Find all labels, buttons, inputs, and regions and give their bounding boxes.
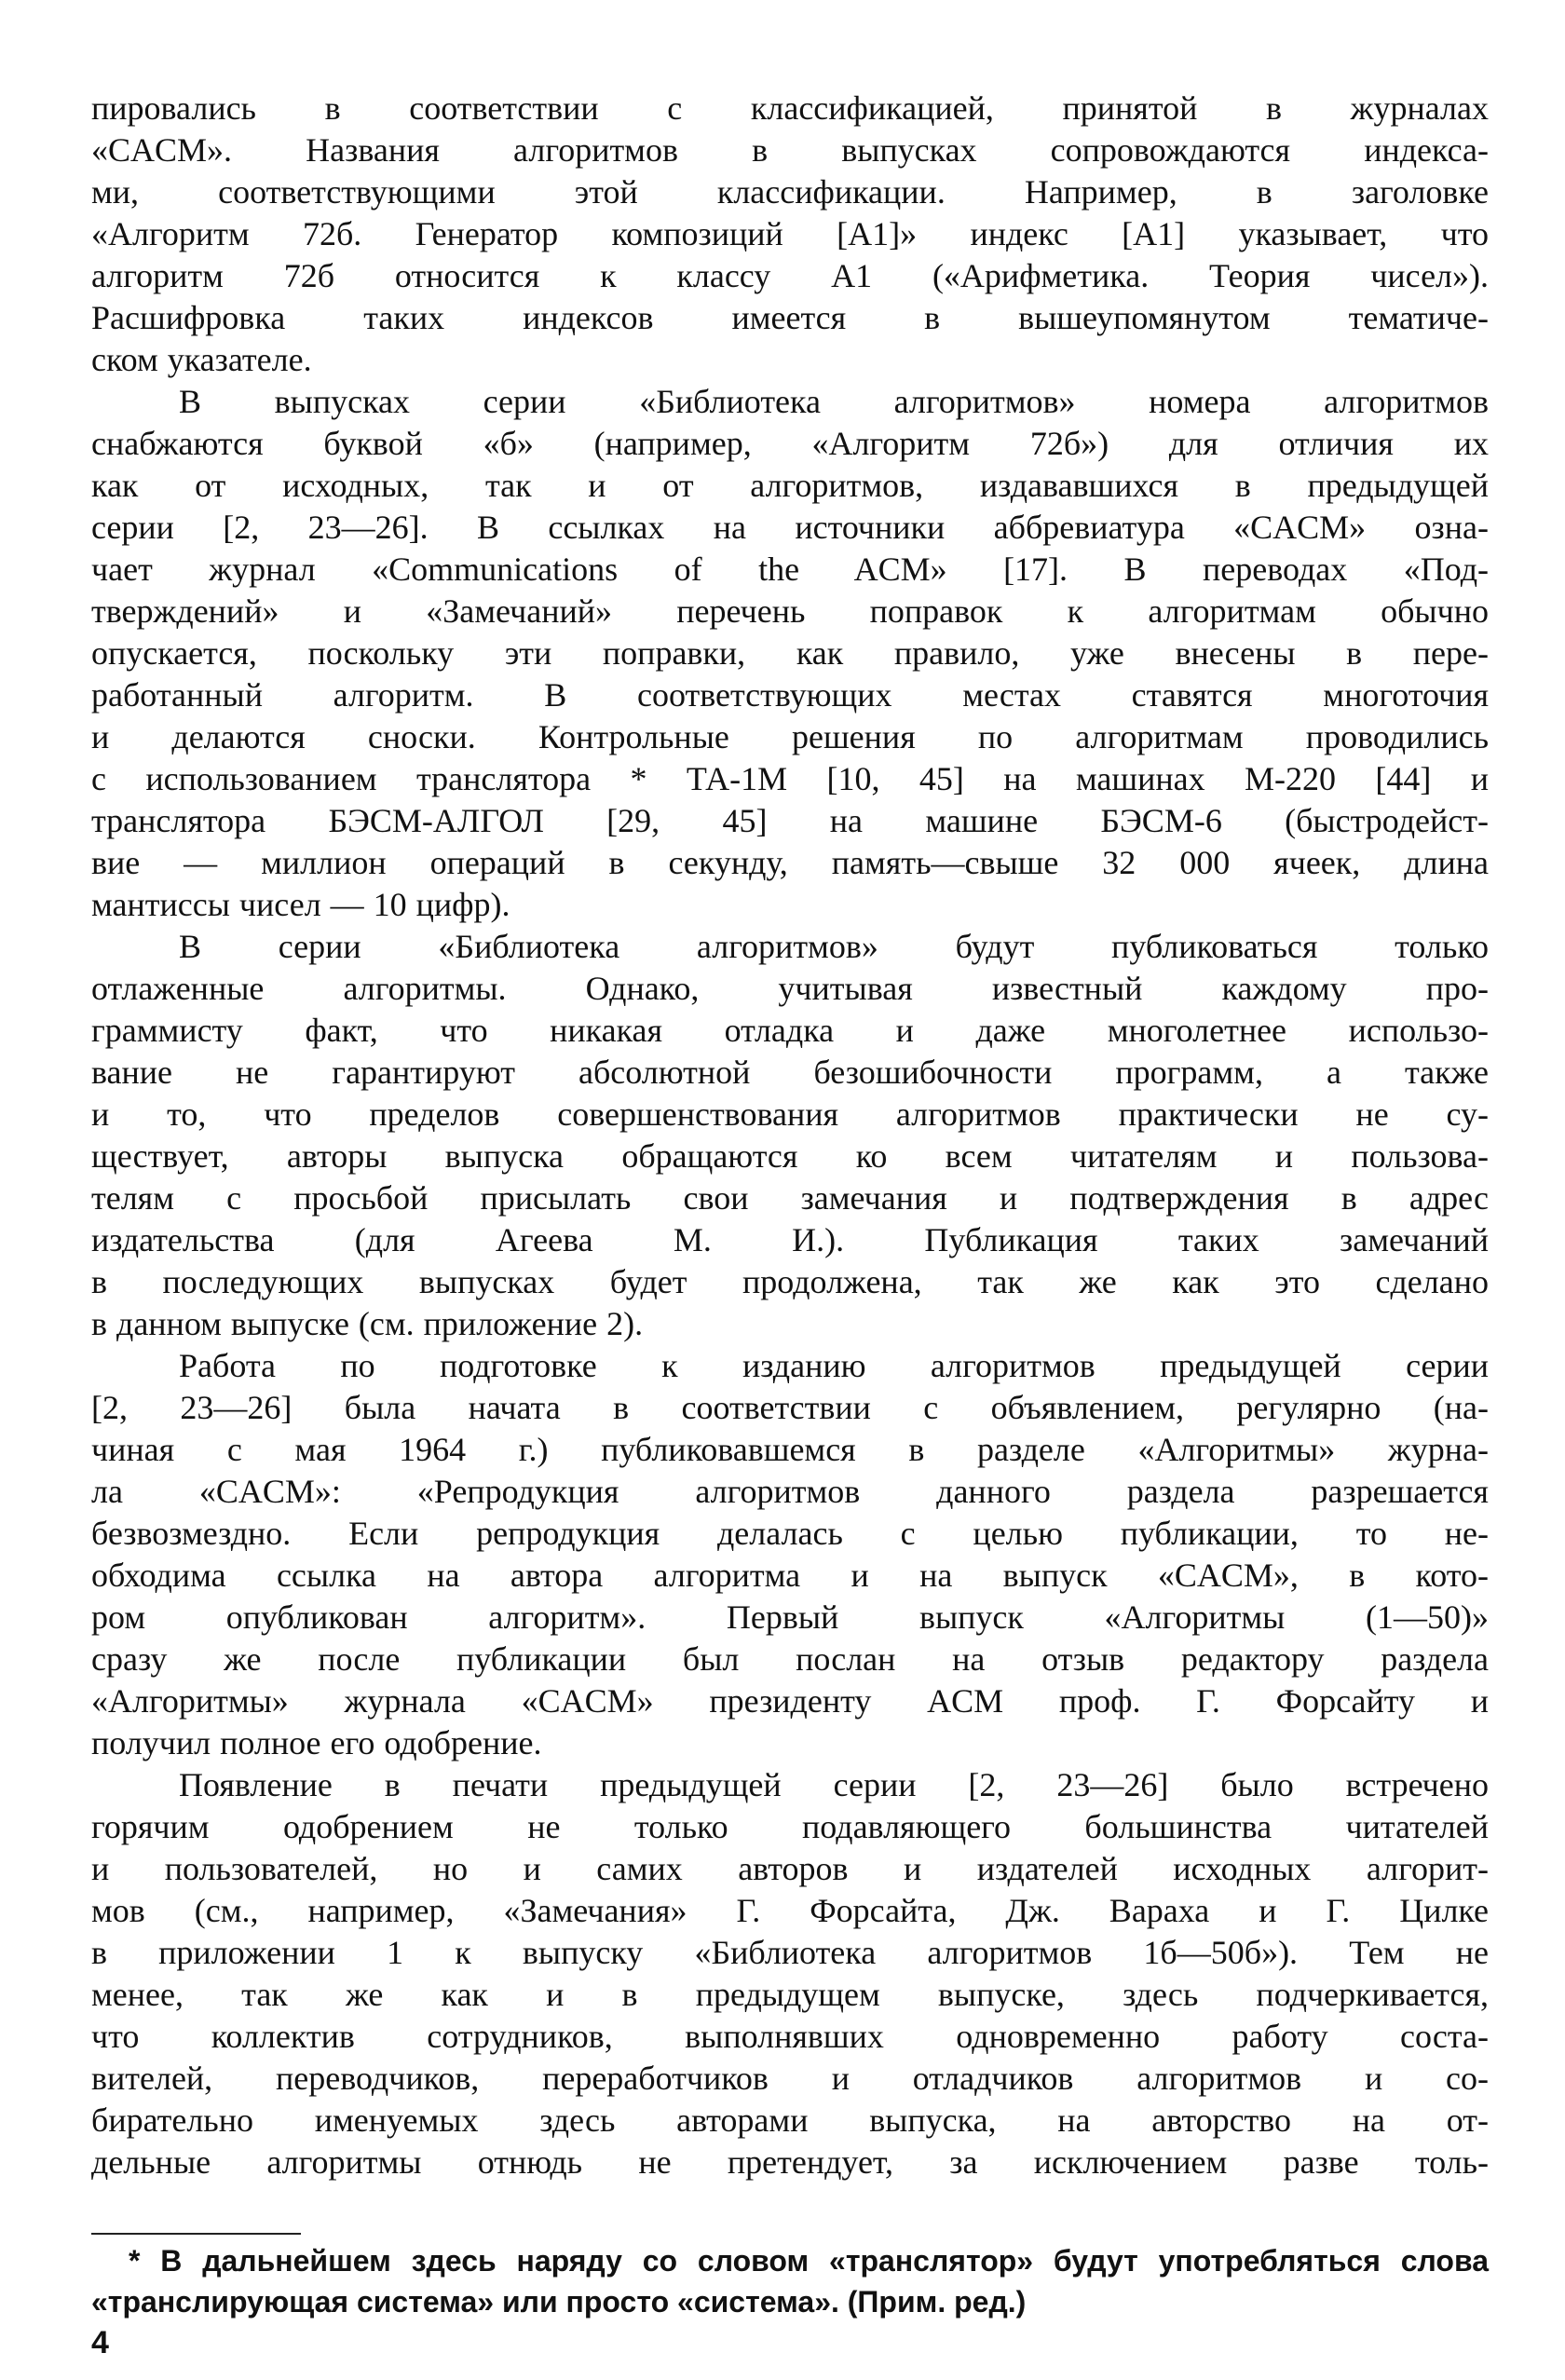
text-line: В выпусках серии «Библиотека алгоритмов» номера алгоритмов <box>179 383 1489 420</box>
text-line: бирательно именуемых здесь авторами выпуска, на авторство на от- <box>91 2101 1489 2139</box>
text-line: телям с просьбой присылать свои замечания и подтверждения в адрес <box>91 1179 1489 1217</box>
paragraph-classification <box>91 88 1489 381</box>
text-line: Появление в печати предыдущей серии [2, 23—26] было встречено <box>179 1766 1489 1803</box>
text-line: получил полное его одобрение. <box>91 1724 542 1761</box>
text-line: алгоритм 72б относится к классу A1 («Арифметика. Теория чисел»). <box>91 257 1489 294</box>
text-line: вие — миллион операций в секунду, память—свыше 32 000 ячеек, длина <box>91 844 1489 881</box>
paragraph-debugged-algorithms <box>91 926 1489 1345</box>
text-line: вание не гарантируют абсолютной безошибочности программ, а также <box>91 1054 1489 1091</box>
text-line: и пользователей, но и самих авторов и издателей исходных алгорит- <box>91 1850 1489 1887</box>
text-line: с использованием транслятора * ТА-1М [10, 45] на машинах М-220 [44] и <box>91 760 1489 797</box>
text-line: в приложении 1 к выпуску «Библиотека алгоритмов 1б—50б»). Тем не <box>91 1934 1489 1971</box>
footnote-text: * В дальнейшем здесь наряду со словом «транслятор» будут употребляться слова <box>129 2244 1489 2278</box>
text-line: [2, 23—26] была начата в соответствии с объявлением, регулярно (на- <box>91 1389 1489 1426</box>
text-line: менее, так же как и в предыдущем выпуске, здесь подчеркивается, <box>91 1976 1489 2013</box>
text-line: Расшифровка таких индексов имеется в вышеупомянутом тематиче- <box>91 299 1489 336</box>
text-line: чает журнал «Communications of the ACM» [17]. В переводах «Под- <box>91 551 1489 588</box>
text-line: горячим одобрением не только подавляющего большинства читателей <box>91 1808 1489 1845</box>
text-line: отлаженные алгоритмы. Однако, учитывая известный каждому про- <box>91 970 1489 1007</box>
text-line: тверждений» и «Замечаний» перечень поправок к алгоритмам обычно <box>91 592 1489 630</box>
text-line: работанный алгоритм. В соответствующих местах ставятся многоточия <box>91 676 1489 714</box>
text-line: граммисту факт, что никакая отладка и даже многолетнее использо- <box>91 1012 1489 1049</box>
text-line: ром опубликован алгоритм». Первый выпуск «Алгоритмы (1—50)» <box>91 1598 1489 1636</box>
paragraph-library-series <box>91 381 1489 926</box>
text-line: «Алгоритмы» журнала «CACM» президенту ACM проф. Г. Форсайту и <box>91 1682 1489 1720</box>
text-line: издательства (для Агеева М. И.). Публикация таких замечаний <box>91 1221 1489 1258</box>
text-line: транслятора БЭСМ-АЛГОЛ [29, 45] на машине БЭСМ-6 (быстродейст- <box>91 802 1489 839</box>
footnote-line <box>91 2240 1489 2281</box>
text-line: чиная с мая 1964 г.) публиковавшемся в разделе «Алгоритмы» журна- <box>91 1431 1489 1468</box>
text-line: и делаются сноски. Контрольные решения по алгоритмам проводились <box>91 718 1489 755</box>
text-line: пировались в соответствии с классификацией, принятой в журналах <box>91 89 1489 127</box>
text-line: «Алгоритм 72б. Генератор композиций [A1]» индекс [A1] указывает, что <box>91 215 1489 252</box>
text-line: как от исходных, так и от алгоритмов, издававшихся в предыдущей <box>91 467 1489 504</box>
text-line: В серии «Библиотека алгоритмов» будут публиковаться только <box>179 928 1489 965</box>
footnote-divider <box>91 2233 301 2235</box>
text-line: опускается, поскольку эти поправки, как правило, уже внесены в пере- <box>91 634 1489 672</box>
text-line: в последующих выпусках будет продолжена, так же как это сделано <box>91 1263 1489 1300</box>
text-line: сразу же после публикации был послан на отзыв редактору раздела <box>91 1640 1489 1678</box>
text-line: вителей, переводчиков, переработчиков и отладчиков алгоритмов и со- <box>91 2060 1489 2097</box>
text-line: мов (см., например, «Замечания» Г. Форсайта, Дж. Вараха и Г. Цилке <box>91 1892 1489 1929</box>
footnote-line <box>91 2281 1489 2322</box>
text-line: в данном выпуске (см. приложение 2). <box>91 1305 644 1342</box>
text-line: серии [2, 23—26]. В ссылках на источники аббревиатура «CACM» озна- <box>91 509 1489 546</box>
text-line: «CACM». Названия алгоритмов в выпусках сопровождаются индекса- <box>91 131 1489 169</box>
text-line: что коллектив сотрудников, выполнявших одновременно работу соста- <box>91 2018 1489 2055</box>
text-line: дельные алгоритмы отнюдь не претендует, за исключением разве толь- <box>91 2143 1489 2181</box>
paragraph-preparation-work <box>91 1345 1489 1764</box>
paragraph-reception <box>91 1764 1489 2183</box>
text-line: Работа по подготовке к изданию алгоритмов предыдущей серии <box>179 1347 1489 1384</box>
text-line: ском указателе. <box>91 341 312 378</box>
footnote-text: «транслирующая система» или просто «система». (Прим. ред.) <box>91 2285 1027 2319</box>
text-line: ла «CACM»: «Репродукция алгоритмов данного раздела разрешается <box>91 1473 1489 1510</box>
text-line: обходима ссылка на автора алгоритма и на выпуск «CACM», в кото- <box>91 1557 1489 1594</box>
text-line: безвозмездно. Если репродукция делалась с целью публикации, то не- <box>91 1515 1489 1552</box>
page-number: 4 <box>91 2325 109 2360</box>
text-line: ми, соответствующими этой классификации. Например, в заголовке <box>91 173 1489 211</box>
text-line: и то, что пределов совершенствования алгоритмов практически не су- <box>91 1095 1489 1133</box>
text-line: мантиссы чисел — 10 цифр). <box>91 886 510 923</box>
text-line: ществует, авторы выпуска обращаются ко всем читателям и пользова- <box>91 1137 1489 1175</box>
text-line: снабжаются буквой «б» (например, «Алгоритм 72б») для отличия их <box>91 425 1489 462</box>
